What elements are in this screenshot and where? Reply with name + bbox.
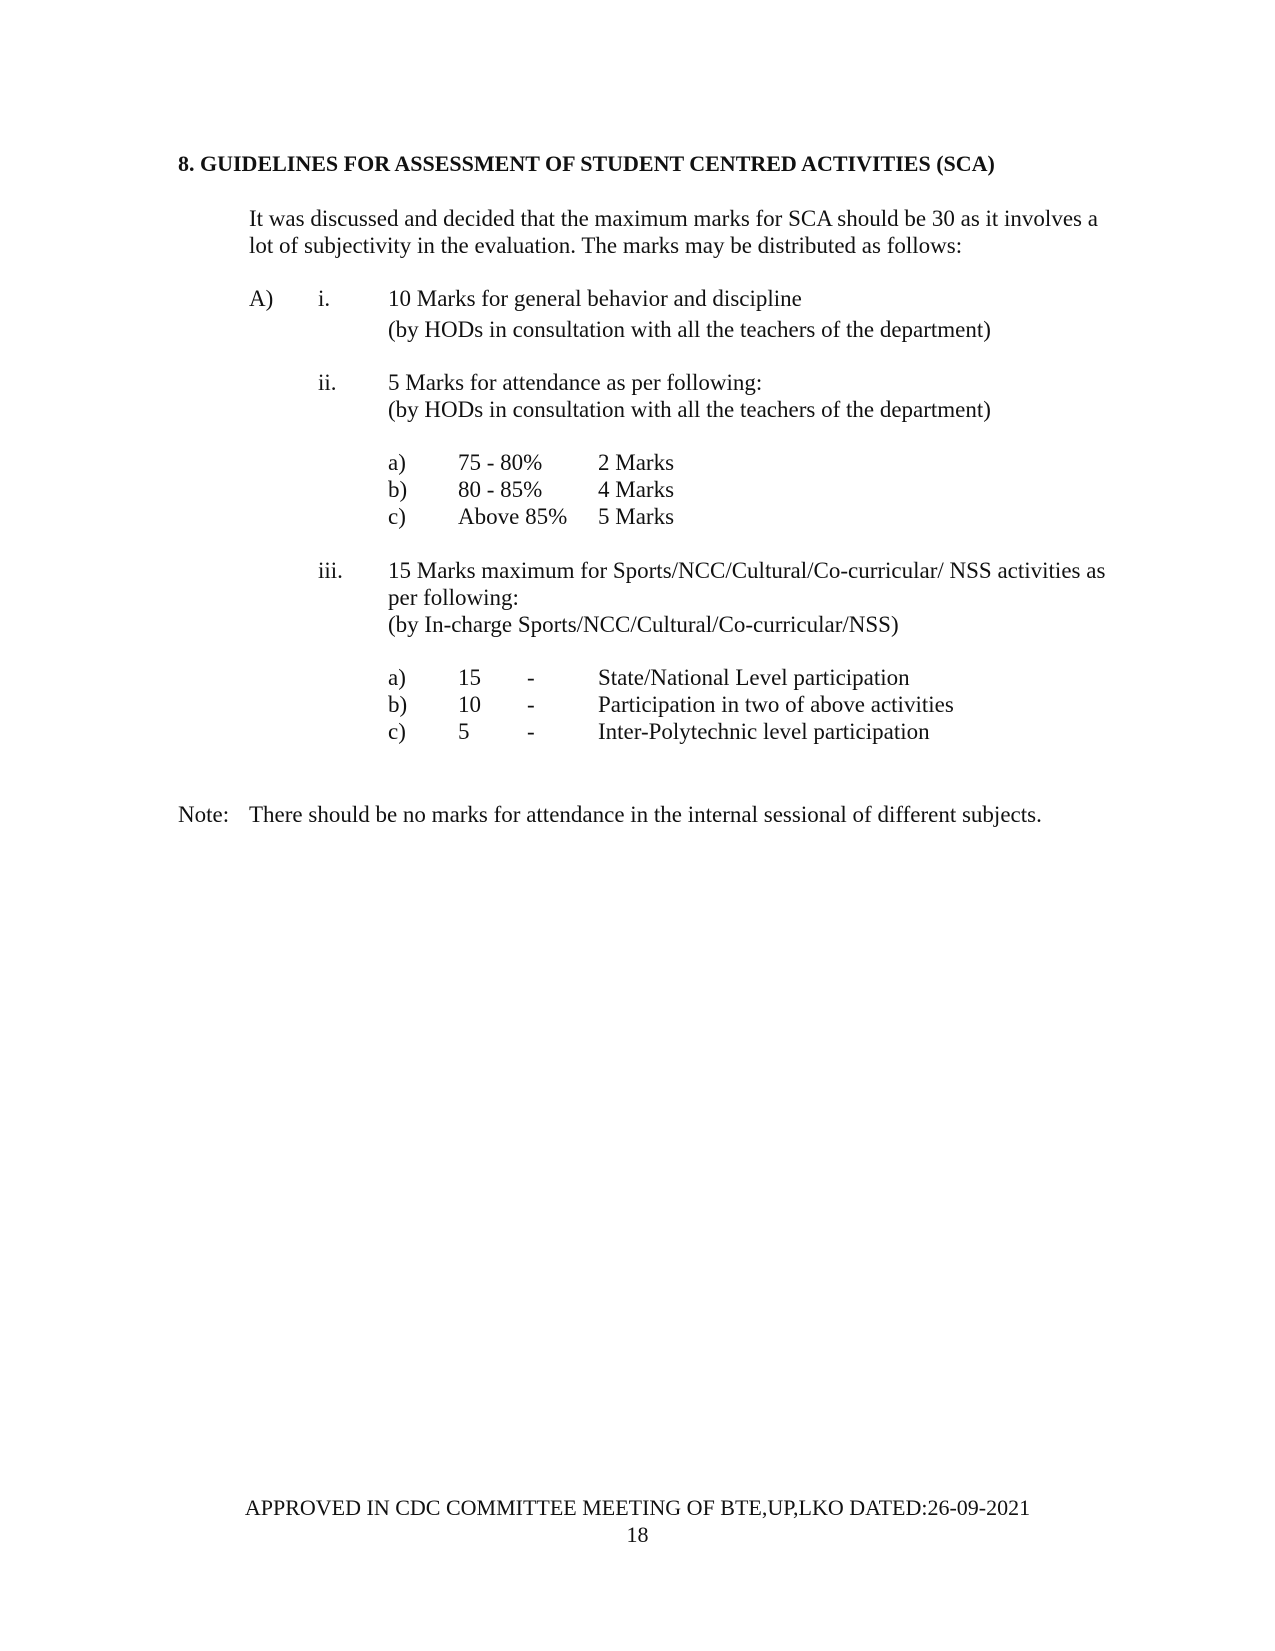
item-iii-line-1: 15 Marks maximum for Sports/NCC/Cultural/Co-curricular/ NSS activities as bbox=[388, 558, 1106, 583]
intro-line-2: lot of subjectivity in the evaluation. The marks may be distributed as follows: bbox=[249, 233, 963, 258]
activity-row-dash: - bbox=[527, 719, 535, 744]
attendance-row-range: Above 85% bbox=[458, 504, 568, 529]
activity-row-desc: Participation in two of above activities bbox=[598, 692, 954, 717]
activity-row-label: c) bbox=[388, 719, 406, 744]
item-iii-line-2: per following: bbox=[388, 585, 519, 610]
attendance-row-label: b) bbox=[388, 477, 408, 502]
activity-row-dash: - bbox=[527, 665, 535, 690]
attendance-row-marks: 2 Marks bbox=[598, 450, 675, 475]
activity-row-marks: 10 bbox=[458, 692, 481, 717]
page-number: 18 bbox=[626, 1522, 649, 1547]
activity-row-label: a) bbox=[388, 665, 406, 690]
activity-row-marks: 5 bbox=[458, 719, 470, 744]
intro-line-1: It was discussed and decided that the maximum marks for SCA should be 30 as it involves a bbox=[249, 206, 1098, 231]
attendance-row-range: 80 - 85% bbox=[458, 477, 543, 502]
approval-footer: APPROVED IN CDC COMMITTEE MEETING OF BTE,UP,LKO DATED:26-09-2021 bbox=[244, 1495, 1031, 1520]
attendance-row-label: c) bbox=[388, 504, 406, 529]
attendance-row-marks: 4 Marks bbox=[598, 477, 675, 502]
item-i-line-1: 10 Marks for general behavior and discipline bbox=[388, 286, 802, 311]
item-ii-line-2: (by HODs in consultation with all the teachers of the department) bbox=[388, 397, 991, 422]
attendance-row-marks: 5 Marks bbox=[598, 504, 675, 529]
item-iii-line-3: (by In-charge Sports/NCC/Cultural/Co-curricular/NSS) bbox=[388, 612, 899, 637]
activity-row-dash: - bbox=[527, 692, 535, 717]
activity-row-desc: Inter-Polytechnic level participation bbox=[598, 719, 930, 744]
note-text: There should be no marks for attendance in the internal sessional of different subjects. bbox=[249, 802, 1042, 827]
note-label: Note: bbox=[178, 802, 230, 827]
section-label: A) bbox=[249, 286, 274, 311]
activity-row-desc: State/National Level participation bbox=[598, 665, 910, 690]
item-ii-line-1: 5 Marks for attendance as per following: bbox=[388, 370, 763, 395]
activity-row-marks: 15 bbox=[458, 665, 481, 690]
item-numeral-iii: iii. bbox=[318, 558, 343, 583]
section-heading: 8. GUIDELINES FOR ASSESSMENT OF STUDENT CENTRED ACTIVITIES (SCA) bbox=[178, 151, 995, 176]
item-numeral-ii: ii. bbox=[318, 370, 337, 395]
attendance-row-label: a) bbox=[388, 450, 406, 475]
item-i-line-2: (by HODs in consultation with all the teachers of the department) bbox=[388, 317, 991, 342]
attendance-row-range: 75 - 80% bbox=[458, 450, 543, 475]
item-numeral-i: i. bbox=[318, 286, 331, 311]
activity-row-label: b) bbox=[388, 692, 408, 717]
intro-paragraph bbox=[249, 205, 1129, 259]
